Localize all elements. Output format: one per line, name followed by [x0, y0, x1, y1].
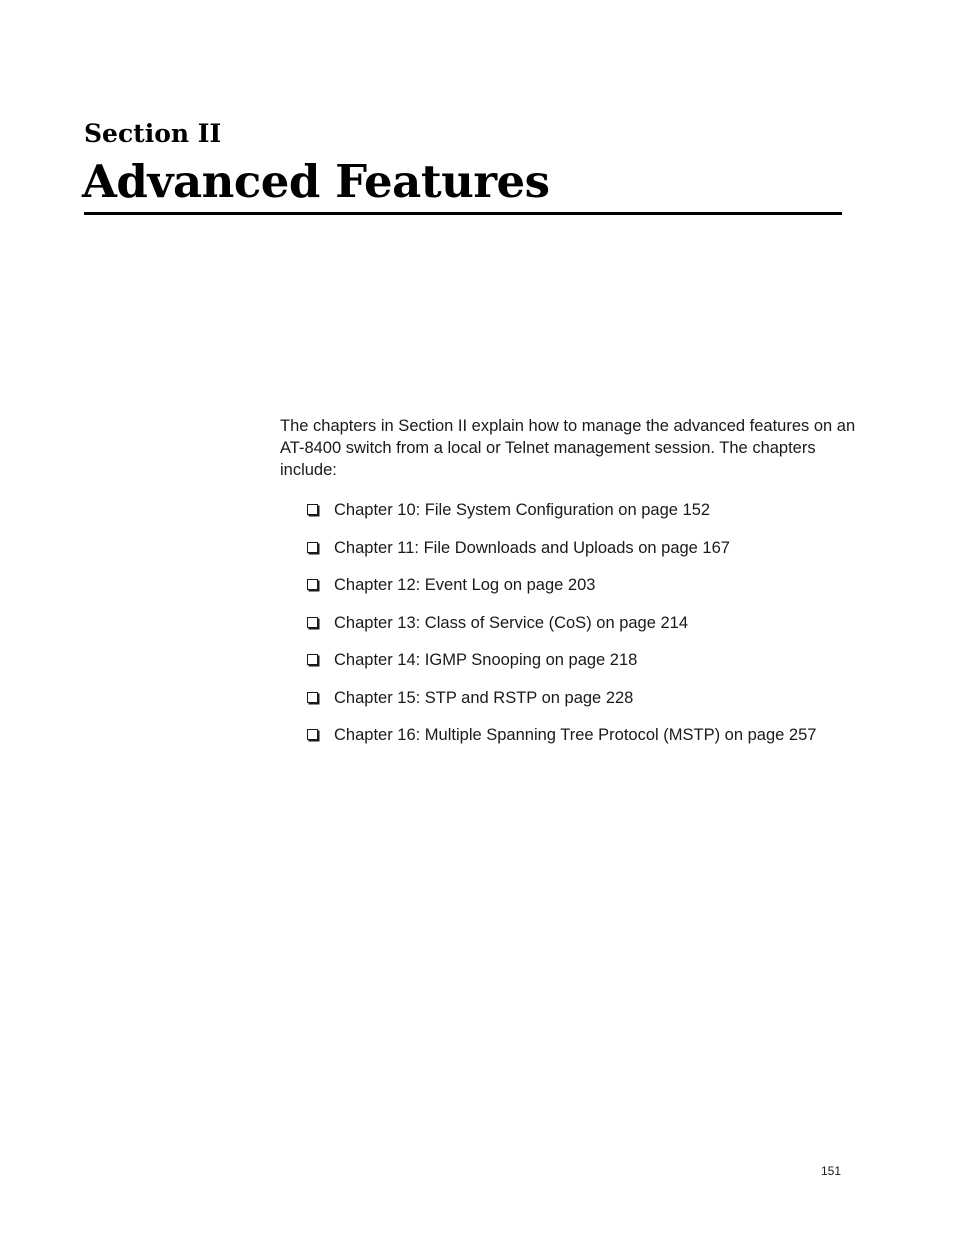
list-item [307, 612, 816, 650]
list-item [307, 499, 816, 537]
chapter-link[interactable]: Chapter 11: File Downloads and Uploads on page 167 [334, 538, 730, 557]
chapter-list [307, 499, 816, 762]
checkbox-icon [307, 654, 318, 665]
chapter-link[interactable]: Chapter 10: File System Configuration on page 152 [334, 501, 711, 519]
list-item [307, 649, 816, 687]
checkbox-icon [307, 617, 318, 628]
chapter-link[interactable]: Chapter 14: IGMP Snooping on page 218 [334, 651, 638, 669]
list-item [307, 724, 816, 762]
checkbox-icon [307, 692, 318, 703]
page-title: Advanced Features [82, 155, 550, 208]
checkbox-icon [307, 579, 318, 590]
list-item [307, 537, 816, 575]
checkbox-icon [307, 504, 318, 515]
chapter-link[interactable]: Chapter 15: STP and RSTP on page 228 [334, 688, 634, 707]
list-item [307, 574, 816, 612]
title-rule [84, 212, 842, 215]
section-label: Section II [84, 119, 222, 148]
list-item [307, 687, 816, 725]
page-number: 151 [820, 1164, 841, 1178]
chapter-link[interactable]: Chapter 16: Multiple Spanning Tree Protocol (MSTP) on page 257 [334, 726, 817, 744]
intro-paragraph: The chapters in Section II explain how to manage the advanced features on an AT-8400 switch from a local or Telnet management session. The chapters include: [280, 417, 856, 479]
chapter-link[interactable]: Chapter 12: Event Log on page 203 [334, 576, 596, 594]
checkbox-icon [307, 729, 318, 740]
checkbox-icon [307, 542, 318, 553]
chapter-link[interactable]: Chapter 13: Class of Service (CoS) on page 214 [334, 613, 689, 632]
